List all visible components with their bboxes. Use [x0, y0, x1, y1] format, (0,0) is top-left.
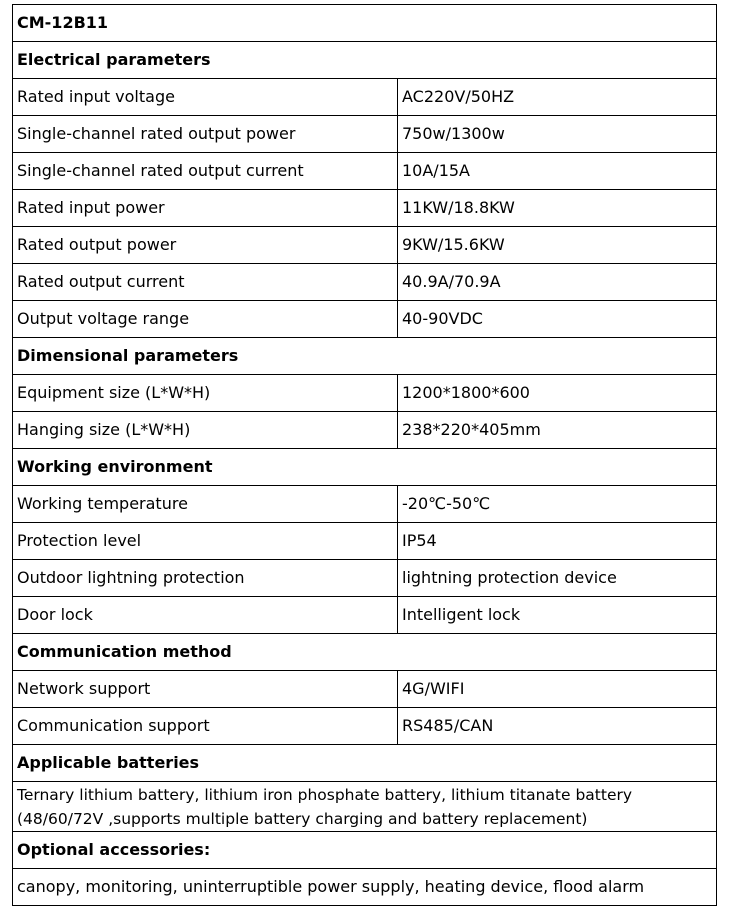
table-row — [13, 264, 717, 301]
section-header-row — [13, 634, 717, 671]
param-value: Intelligent lock — [398, 597, 717, 634]
param-label: Rated input voltage — [13, 79, 398, 116]
table-title: CM-12B11 — [13, 5, 717, 42]
param-value: 10A/15A — [398, 153, 717, 190]
table-row — [13, 79, 717, 116]
table-row — [13, 869, 717, 906]
section-header-row — [13, 832, 717, 869]
table-row — [13, 412, 717, 449]
section-heading-batteries: Applicable batteries — [13, 745, 717, 782]
param-label: Rated input power — [13, 190, 398, 227]
table-row — [13, 375, 717, 412]
param-label: Communication support — [13, 708, 398, 745]
param-label: Single-channel rated output power — [13, 116, 398, 153]
section-header-row — [13, 338, 717, 375]
section-heading-communication: Communication method — [13, 634, 717, 671]
param-label: Output voltage range — [13, 301, 398, 338]
param-label: Equipment size (L*W*H) — [13, 375, 398, 412]
param-value: 40-90VDC — [398, 301, 717, 338]
section-heading-accessories: Optional accessories: — [13, 832, 717, 869]
param-value: 4G/WIFI — [398, 671, 717, 708]
table-row — [13, 301, 717, 338]
table-row — [13, 597, 717, 634]
section-heading-dimensional: Dimensional parameters — [13, 338, 717, 375]
param-label: Protection level — [13, 523, 398, 560]
table-row — [13, 560, 717, 597]
param-value: IP54 — [398, 523, 717, 560]
param-value: 238*220*405mm — [398, 412, 717, 449]
param-label: Rated output power — [13, 227, 398, 264]
table-row — [13, 708, 717, 745]
batteries-text: Ternary lithium battery, lithium iron phosphate battery, lithium titanate battery (48/60/72V ,supports multiple battery charging and battery replacement) — [13, 782, 717, 832]
accessories-text: canopy, monitoring, uninterruptible power supply, heating device, flood alarm — [13, 869, 717, 906]
table-row — [13, 671, 717, 708]
param-value: lightning protection device — [398, 560, 717, 597]
table-row — [13, 190, 717, 227]
title-row — [13, 5, 717, 42]
section-heading-electrical: Electrical parameters — [13, 42, 717, 79]
param-label: Rated output current — [13, 264, 398, 301]
param-value: AC220V/50HZ — [398, 79, 717, 116]
param-label: Outdoor lightning protection — [13, 560, 398, 597]
table-row — [13, 153, 717, 190]
param-label: Working temperature — [13, 486, 398, 523]
param-value: RS485/CAN — [398, 708, 717, 745]
table-row — [13, 116, 717, 153]
param-label: Single-channel rated output current — [13, 153, 398, 190]
section-header-row — [13, 449, 717, 486]
param-value: 1200*1800*600 — [398, 375, 717, 412]
param-label: Network support — [13, 671, 398, 708]
section-heading-environment: Working environment — [13, 449, 717, 486]
param-label: Door lock — [13, 597, 398, 634]
table-row — [13, 523, 717, 560]
section-header-row — [13, 745, 717, 782]
table-row — [13, 782, 717, 832]
param-value: 40.9A/70.9A — [398, 264, 717, 301]
table-row — [13, 486, 717, 523]
section-header-row — [13, 42, 717, 79]
param-value: 750w/1300w — [398, 116, 717, 153]
param-label: Hanging size (L*W*H) — [13, 412, 398, 449]
param-value: -20℃-50℃ — [398, 486, 717, 523]
spec-table — [12, 4, 717, 906]
param-value: 11KW/18.8KW — [398, 190, 717, 227]
param-value: 9KW/15.6KW — [398, 227, 717, 264]
table-row — [13, 227, 717, 264]
